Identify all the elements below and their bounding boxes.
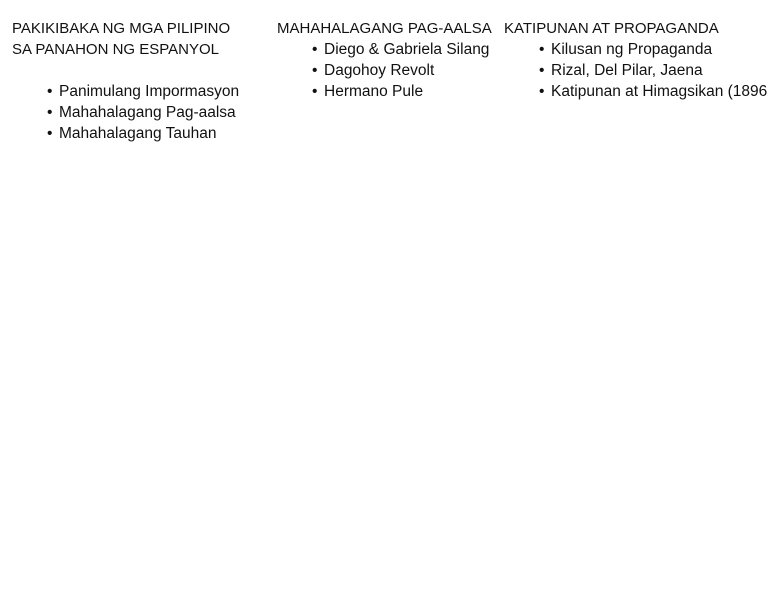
column-heading [12,18,239,60]
bullet-list [539,39,767,102]
bullet-list [312,39,492,102]
list-item: • Dagohoy Revolt [312,62,435,79]
heading-line: MAHAHALAGANG PAG-AALSA [277,20,492,37]
heading-line: KATIPUNAN AT PROPAGANDA [504,20,719,37]
column-katipunan [504,18,767,102]
bullet-icon: • [539,41,545,58]
bullet-icon: • [47,83,53,100]
list-item: • Kilusan ng Propaganda [539,41,713,58]
list-item: • Mahahalagang Pag-aalsa [47,104,236,121]
list-item: • Mahahalagang Tauhan [47,125,217,142]
column-pakikibaka [12,18,239,144]
bullet-icon: • [312,83,318,100]
bullet-list [47,81,239,144]
list-item: • Diego & Gabriela Silang [312,41,490,58]
column-heading [277,18,492,39]
heading-line: PAKIKIBAKA NG MGA PILIPINO [12,20,231,37]
column-pag-aalsa [277,18,492,102]
column-heading [504,18,767,39]
bullet-icon: • [312,41,318,58]
bullet-icon: • [539,83,545,100]
bullet-icon: • [47,104,53,121]
list-item: • Panimulang Impormasyon [47,83,240,100]
list-item: • Hermano Pule [312,83,424,100]
bullet-icon: • [312,62,318,79]
list-item: • Katipunan at Himagsikan (1896 [539,83,768,100]
bullet-icon: • [539,62,545,79]
bullet-icon: • [47,125,53,142]
heading-line: SA PANAHON NG ESPANYOL [12,41,220,58]
list-item: • Rizal, Del Pilar, Jaena [539,62,703,79]
